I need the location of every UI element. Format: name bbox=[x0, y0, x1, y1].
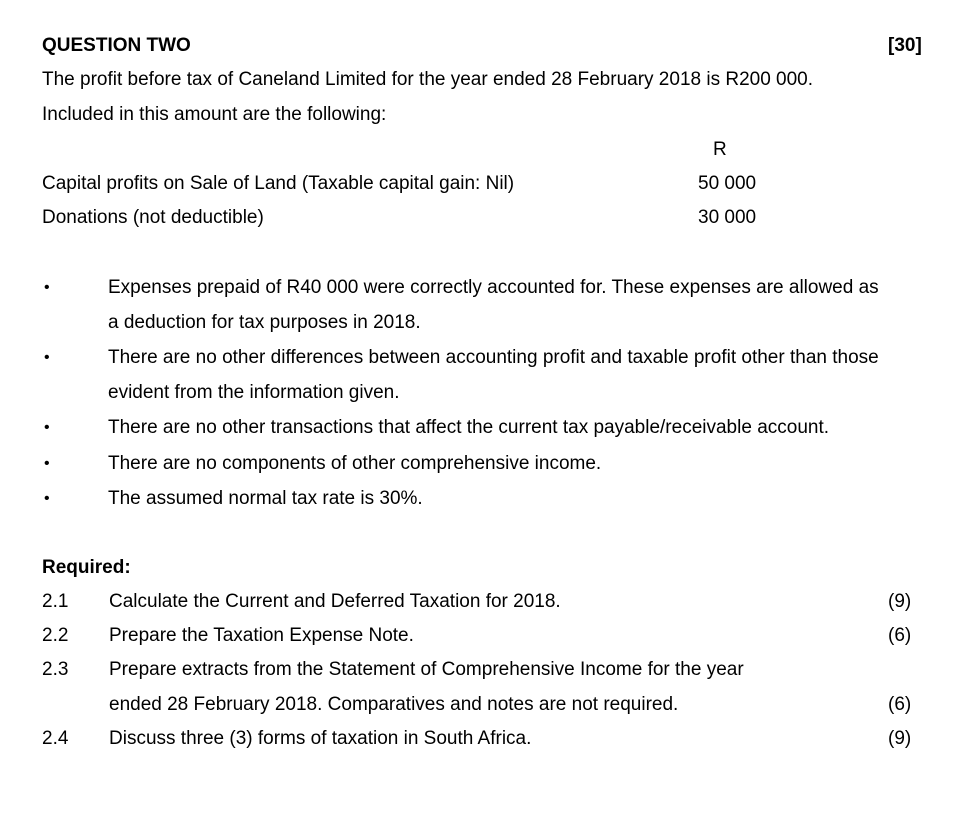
currency-header: R bbox=[713, 139, 727, 160]
item-text-line-2: ended 28 February 2018. Comparatives and notes are not required. bbox=[109, 694, 679, 715]
item-number: 2.2 bbox=[42, 625, 69, 646]
item-number: 2.4 bbox=[42, 728, 69, 749]
bullet-text-line-2: evident from the information given. bbox=[108, 382, 400, 403]
bullet-icon: • bbox=[44, 349, 50, 366]
question-title: QUESTION TWO bbox=[42, 35, 191, 56]
bullet-text-line-1: There are no other transactions that affect the current tax payable/receivable account. bbox=[108, 417, 830, 438]
intro-line-1: The profit before tax of Caneland Limited for the year ended 28 February 2018 is R200 000. bbox=[42, 69, 814, 90]
item-marks: (6) bbox=[888, 694, 912, 715]
bullet-icon: • bbox=[44, 279, 50, 296]
row-label: Donations (not deductible) bbox=[42, 207, 264, 228]
row-value: 30 000 bbox=[698, 207, 757, 228]
item-marks: (9) bbox=[888, 728, 912, 749]
item-text-line-1: Discuss three (3) forms of taxation in South Africa. bbox=[109, 728, 532, 749]
item-text-line-1: Prepare extracts from the Statement of Comprehensive Income for the year bbox=[109, 659, 744, 680]
bullet-text-line-1: There are no other differences between accounting profit and taxable profit other than those bbox=[108, 347, 879, 368]
total-marks: [30] bbox=[888, 35, 922, 56]
item-number: 2.1 bbox=[42, 591, 69, 612]
bullet-text-line-2: a deduction for tax purposes in 2018. bbox=[108, 312, 421, 333]
item-text-line-1: Prepare the Taxation Expense Note. bbox=[109, 625, 414, 646]
bullet-text-line-1: There are no components of other comprehensive income. bbox=[108, 453, 602, 474]
item-text-line-1: Calculate the Current and Deferred Taxation for 2018. bbox=[109, 591, 561, 612]
row-value: 50 000 bbox=[698, 173, 757, 194]
item-number: 2.3 bbox=[42, 659, 69, 680]
bullet-text-line-1: Expenses prepaid of R40 000 were correctly accounted for. These expenses are allowed as bbox=[108, 277, 879, 298]
row-label: Capital profits on Sale of Land (Taxable capital gain: Nil) bbox=[42, 173, 515, 194]
bullet-icon: • bbox=[44, 455, 50, 472]
bullet-icon: • bbox=[44, 490, 50, 507]
required-heading: Required: bbox=[42, 557, 131, 578]
item-marks: (6) bbox=[888, 625, 912, 646]
bullet-icon: • bbox=[44, 419, 50, 436]
bullet-text-line-1: The assumed normal tax rate is 30%. bbox=[108, 488, 423, 509]
item-marks: (9) bbox=[888, 591, 912, 612]
intro-line-2: Included in this amount are the following: bbox=[42, 104, 387, 125]
